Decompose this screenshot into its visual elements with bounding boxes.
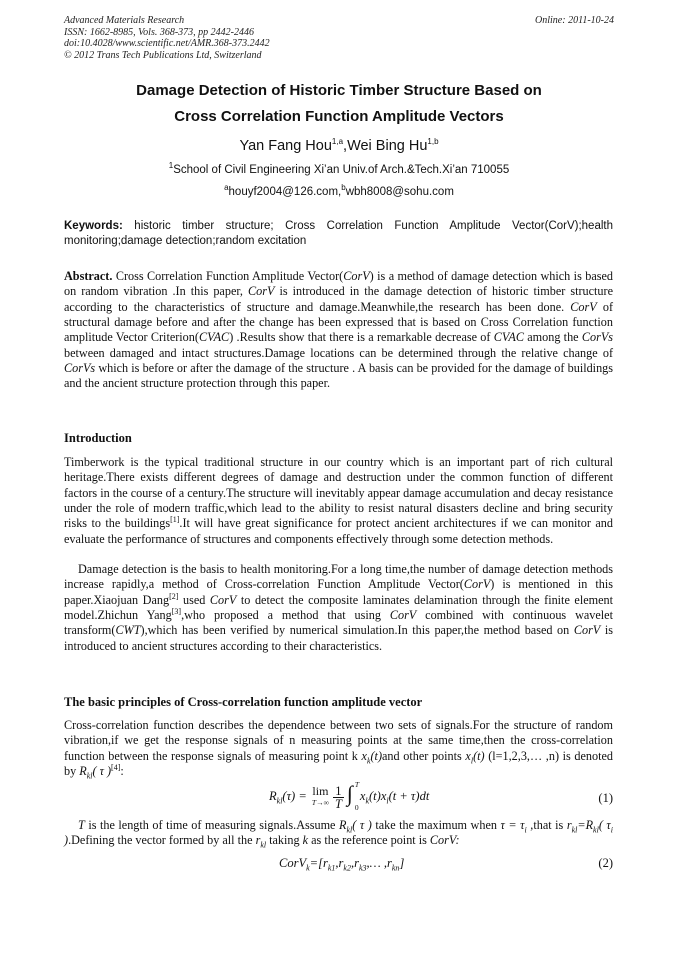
abstract-term: CorV [570, 299, 597, 314]
para-text: : [120, 764, 124, 779]
math-var: (t) [370, 748, 383, 763]
math-var: x [465, 748, 471, 763]
math-var: (t)x [369, 788, 387, 803]
frac-numerator: 1 [333, 785, 344, 798]
math-var: x [361, 748, 367, 763]
equation-2-number: (2) [598, 856, 613, 870]
para-text: Cross-correlation function describes the dependence between two sets of signals.For the structure of random vibration,if we get the response signals of n measuring points at the same time,then the cross-correlation function between the response signals of measuring point k [64, 718, 613, 763]
para-term: CorV [209, 592, 237, 607]
intro-paragraph-2 [64, 562, 613, 654]
email-a: houyf2004@126.com, [228, 186, 342, 198]
math-sub: kl [346, 825, 353, 835]
math-var: R [339, 818, 347, 832]
math-var: ,r [335, 856, 344, 870]
author-2: Wei Bing Hu [347, 138, 428, 154]
abstract-text: among the [523, 330, 582, 345]
keywords-text: historic timber structure; Cross Correlation Function Amplitude Vector(CorV);health monitoring;damage detection;random excitation [64, 220, 613, 247]
math-sub: k [306, 863, 310, 873]
para-text: ),which has been verified by numerical simulation.In this paper,the method based on [140, 623, 574, 638]
math-var: ] [399, 856, 405, 870]
journal-name: Advanced Materials Research [64, 15, 185, 26]
author-1-affil: 1,a [331, 137, 344, 147]
citation-ref[interactable]: [4] [111, 762, 121, 772]
math-var: CorV: [429, 833, 460, 848]
para-text: to detect the composite laminates delamination through the finite element model.Zhichun Yang [64, 592, 613, 623]
para-text: combined with continuous wavelet transform( [64, 608, 613, 638]
para-term: CWT [115, 623, 141, 638]
copyright-line: © 2012 Trans Tech Publications Ltd, Switzerland [64, 49, 262, 61]
abstract-text: ) .Results show that there is a remarkable decrease of [229, 330, 494, 345]
abstract-term: CVAC [493, 330, 524, 345]
math-sub: k2 [343, 863, 351, 873]
math-var: R [269, 788, 277, 803]
affiliation [64, 161, 614, 176]
abstract-term: CorVs [64, 361, 96, 376]
math-var: ( τ [598, 818, 611, 832]
math-var: (t) [473, 748, 485, 763]
keywords-label: Keywords: [64, 220, 123, 232]
math-sub: k1 [327, 863, 336, 873]
section-heading-basic-principles: The basic principles of Cross-correlation function amplitude vector [64, 695, 423, 709]
email-a-marker: a [224, 183, 229, 193]
title-line-2: Cross Correlation Function Amplitude Vectors [174, 108, 504, 125]
para-text: ,who proposed a method that using [181, 608, 390, 623]
para-text: as the reference point is [308, 833, 430, 848]
math-var: =R [577, 818, 594, 832]
math-var: ,r [350, 856, 359, 870]
abstract-text: which is before or after the damage of the structure . A basis can be provided for the damage of buildings and the ancient structure protection through this paper. [64, 361, 613, 391]
para-text: (l=1,2,3,… ,n) is denoted by [64, 748, 614, 779]
math-var: R [79, 764, 87, 779]
math-var: CorV [279, 856, 307, 870]
math-sub: kl [86, 771, 93, 781]
math-sub: k [365, 796, 370, 806]
email-b-marker: b [341, 183, 346, 193]
keywords [64, 219, 613, 249]
limit-operator [312, 786, 329, 808]
email-b: wbh8008@sohu.com [345, 186, 454, 198]
para-text: used [178, 592, 210, 607]
equation-1-formula [269, 780, 430, 812]
math-var: T [78, 818, 85, 832]
para-text: ) is mentioned in this paper.Xiaojuan Dang [64, 577, 613, 607]
math-sub: kn [391, 863, 400, 873]
abstract-text: of structural damage before and after the change has been expressed that is based on Cross Correlation function amplitude Vector Criterion( [64, 299, 613, 345]
citation-ref[interactable]: [3] [171, 606, 182, 616]
basic-paragraph-1 [64, 718, 613, 779]
lim-sub: T→∞ [311, 798, 329, 807]
math-var: x [359, 788, 366, 803]
equation-1 [64, 780, 613, 817]
author-line [64, 138, 614, 154]
journal-header [64, 15, 614, 61]
online-date: Online: 2011-10-24 [535, 15, 614, 26]
author-emails [64, 183, 614, 198]
math-sub: i [524, 825, 527, 835]
abstract-term: CorVs [581, 330, 614, 345]
math-var: ( τ ) [352, 818, 372, 832]
author-separator: , [343, 138, 348, 154]
author-2-affil: 1,b [427, 137, 439, 147]
math-sub: kl [276, 796, 283, 806]
para-term: CorV [389, 608, 417, 623]
paper-title [64, 78, 614, 130]
para-text: and other points [382, 748, 466, 763]
math-var: (τ) = [282, 788, 310, 803]
math-var: ,… ,r [366, 856, 392, 870]
math-sub: kl [571, 825, 578, 835]
abstract [64, 269, 613, 392]
basic-paragraph-2 [64, 818, 613, 849]
math-var: (t + τ)dt [388, 788, 430, 803]
math-sub: k [366, 756, 371, 766]
affil-marker: 1 [168, 161, 174, 171]
math-sub: kl [260, 840, 267, 850]
int-lower: 0 [354, 803, 359, 812]
math-var: r [566, 818, 572, 832]
section-heading-introduction: Introduction [64, 431, 132, 445]
para-text: take the maximum when [371, 818, 501, 832]
para-term: CorV [463, 577, 491, 592]
affil-text: School of Civil Engineering Xi’an Univ.of Arch.&Tech.Xi’an 710055 [173, 164, 510, 176]
math-var: ) [64, 833, 69, 848]
abstract-term: CorV [248, 284, 275, 299]
math-sub: l [386, 796, 389, 806]
issn-line: ISSN: 1662-8985, Vols. 368-373, pp 2442-2446 [64, 26, 254, 38]
abstract-term: CVAC [198, 330, 230, 345]
integral-sign-icon: ∫ T 0 [346, 780, 360, 812]
para-text: Damage detection is the basis to health monitoring.For a long time,the number of damage detection methods increase rapidly,a method of Cross-correlation Function Amplitude Vector( [64, 562, 613, 592]
abstract-label: Abstract. [64, 269, 113, 283]
abstract-text: ) is a method of damage detection which is based on random vibration .In this paper, [64, 269, 613, 299]
para-text: Timberwork is the typical traditional structure in our country which is an important part of rich cultural heritage.There exists different degrees of damage and destruction under the common function of different factors in the course of a century.The structure will inevitably appear damage accumulation and decay resistance under the role of modern traffic,which lead to the ability to resist natural disasters decline and bring security risks to the buildings [64, 455, 613, 531]
int-upper: T [354, 780, 360, 789]
intro-paragraph-1 [64, 455, 613, 547]
para-term: CorV [573, 623, 601, 638]
math-sub: kl [593, 825, 599, 835]
para-text: taking [266, 833, 303, 848]
abstract-text: between damaged and intact structures.Damage locations can be determined through the relative change of [64, 345, 613, 360]
doi-line: doi:10.4028/www.scientific.net/AMR.368-373.2442 [64, 38, 270, 49]
citation-ref[interactable]: [1] [170, 515, 180, 525]
math-var: τ = τ [500, 818, 525, 832]
para-text: ,that is [526, 818, 567, 832]
math-var: ( τ ) [92, 764, 112, 779]
math-var: =[r [309, 856, 328, 870]
math-sub: l [470, 756, 474, 766]
frac-denominator: T [334, 796, 342, 811]
math-var: k [302, 833, 309, 848]
abstract-text: is introduced in the damage detection of historic timber structure according to the characteristics of structure and damage.Meanwhile,the research has been done. [64, 284, 613, 314]
equation-1-number: (1) [598, 791, 613, 805]
para-text: .It will have great significance for protect ancient architectures if we can monitor and evaluate the performance of structures and components effectively through some detection methods. [64, 516, 613, 546]
title-line-1: Damage Detection of Historic Timber Structure Based on [136, 82, 542, 99]
para-text: is the length of time of measuring signals.Assume [84, 818, 339, 832]
para-text: is introduced to ancient structures according to their characteristics. [64, 623, 613, 653]
math-var: r [255, 833, 261, 848]
fraction [333, 785, 344, 810]
author-1: Yan Fang Hou [239, 138, 332, 154]
math-sub: k3 [358, 863, 367, 873]
math-sub: i [610, 825, 614, 835]
citation-ref[interactable]: [2] [169, 591, 179, 601]
equation-2-formula [279, 856, 404, 871]
abstract-text: Cross Correlation Function Amplitude Vector( [112, 269, 344, 283]
abstract-term: CorV [343, 269, 370, 283]
para-text: .Defining the vector formed by all the [68, 833, 256, 848]
lim-text: lim [312, 784, 329, 798]
